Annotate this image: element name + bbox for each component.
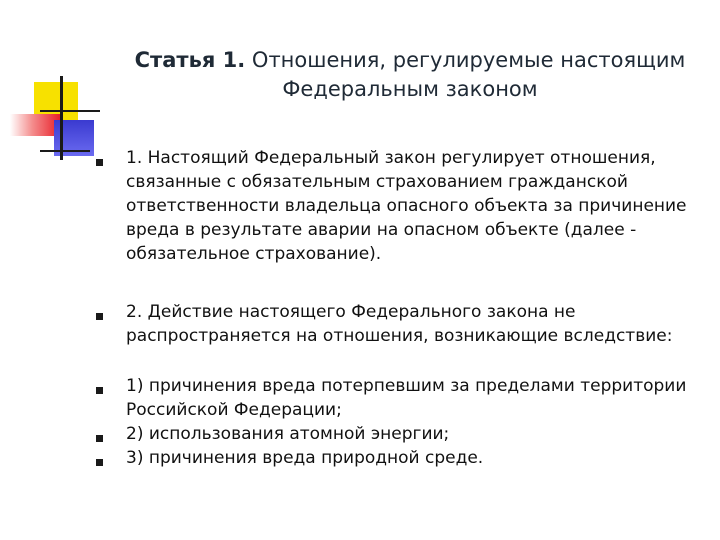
title-text: Отношения, регулируемые настоящим Федеральным законом [245,48,686,101]
list-item-text: 1. Настоящий Федеральный закон регулирует отношения, связанные с обязательным страхованием гражданской ответственности владельца опасного объекта за причинение вреда в результате аварии на опасном объекте (далее - обязательное страхование). [126,148,687,264]
square-bullet-icon [96,313,103,320]
decor-vertical-line [60,76,63,160]
title-prefix: Статья 1. [134,48,246,72]
list-item-text: 2. Действие настоящего Федерального закона не распространяется на отношения, возникающие вследствие: [126,302,673,346]
list-item-text: 1) причинения вреда потерпевшим за пределами территории Российской Федерации; [126,376,687,420]
list-item-text: 3) причинения вреда природной среде. [126,448,484,468]
square-bullet-icon [96,435,103,442]
list-item [92,300,704,348]
decor-red-bar [10,114,60,136]
bullet-list [92,146,704,470]
decor-horizontal-line [40,110,100,112]
square-bullet-icon [96,159,103,166]
decor-horizontal-line-2 [40,150,90,152]
list-item [92,422,704,446]
square-bullet-icon [96,459,103,466]
list-item [92,446,704,470]
slide-title [120,46,700,104]
list-item-text: 2) использования атомной энергии; [126,424,450,444]
list-item [92,146,704,266]
list-item [92,374,704,422]
square-bullet-icon [96,387,103,394]
